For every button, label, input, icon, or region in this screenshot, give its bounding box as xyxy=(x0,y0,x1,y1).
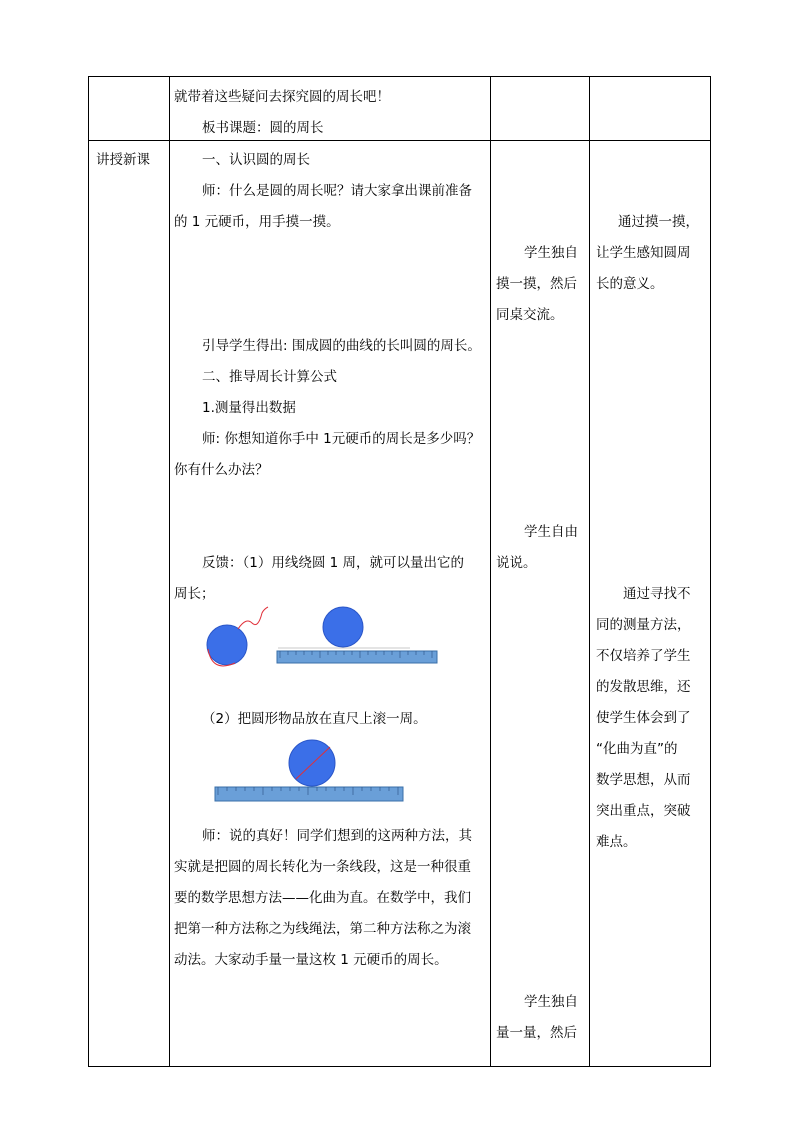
student-activity-line: 学生独自 xyxy=(524,245,578,261)
string-method-figure xyxy=(200,605,445,670)
coin-circle xyxy=(289,740,335,786)
content-line: 1.测量得出数据 xyxy=(202,400,296,416)
content-line: 引导学生得出: 围成圆的曲线的长叫圆的周长。 xyxy=(202,338,481,354)
intro-line: 就带着这些疑问去探究圆的周长吧！ xyxy=(174,89,390,105)
stage-cell xyxy=(89,77,170,141)
stage-cell xyxy=(89,141,170,1067)
design-intent-line: 让学生感知圆周 xyxy=(596,245,691,261)
content-line: 动法。大家动手量一量这枚 1 元硬币的周长。 xyxy=(174,952,448,968)
content-line: 把第一种方法称之为线绳法，第二种方法称之为滚 xyxy=(174,921,471,937)
design-intent-line: 难点。 xyxy=(596,834,637,850)
content-line: 你有什么办法？ xyxy=(174,462,269,478)
content-line: 师：什么是圆的周长呢？请大家拿出课前准备 xyxy=(202,183,472,199)
student-activity-line: 学生自由 xyxy=(524,524,578,540)
content-line: 师: 你想知道你手中 1元硬币的周长是多少吗？ xyxy=(202,431,481,447)
content-line: 师：说的真好！同学们想到的这两种方法，其 xyxy=(202,828,472,844)
coin-circle xyxy=(323,607,363,647)
student-activity-cell xyxy=(491,77,590,141)
content-line: 反馈：（1）用线绕圆 1 周，就可以量出它的 xyxy=(202,555,465,571)
design-intent-cell xyxy=(590,77,711,141)
stage-label: 讲授新课 xyxy=(96,152,150,168)
lesson-title-line: 板书课题：圆的周长 xyxy=(202,120,324,136)
rolling-method-figure xyxy=(212,735,407,805)
content-line: 要的数学思想方法——化曲为直。在数学中，我们 xyxy=(174,890,471,906)
design-intent-line: “化曲为直”的 xyxy=(596,741,678,757)
design-intent-line: 突出重点，突破 xyxy=(596,803,691,819)
content-line: 周长； xyxy=(174,586,215,602)
student-activity-line: 同桌交流。 xyxy=(496,307,564,323)
student-activity-line: 量一量，然后 xyxy=(496,1025,577,1041)
design-intent-line: 通过寻找不 xyxy=(623,586,691,602)
design-intent-line: 不仅培养了学生 xyxy=(596,648,691,664)
student-activity-line: 学生独自 xyxy=(524,994,578,1010)
design-intent-line: 的发散思维，还 xyxy=(596,679,691,695)
student-activity-line: 说说。 xyxy=(496,555,537,571)
coin-circle xyxy=(207,625,247,665)
student-activity-line: 摸一摸，然后 xyxy=(496,276,577,292)
section-heading: 一、认识圆的周长 xyxy=(202,152,310,168)
design-intent-line: 使学生体会到了 xyxy=(596,710,691,726)
ruler xyxy=(277,651,437,663)
ruler xyxy=(215,787,403,801)
content-line: （2）把圆形物品放在直尺上滚一周。 xyxy=(202,711,427,727)
content-line: 实就是把圆的周长转化为一条线段，这是一种很重 xyxy=(174,859,471,875)
content-line: 的 1 元硬币，用手摸一摸。 xyxy=(174,214,340,230)
design-intent-line: 同的测量方法， xyxy=(596,617,691,633)
design-intent-line: 长的意义。 xyxy=(596,276,664,292)
design-intent-line: 通过摸一摸， xyxy=(618,214,699,230)
design-intent-line: 数学思想，从而 xyxy=(596,772,691,788)
section-heading: 二、推导周长计算公式 xyxy=(202,369,337,385)
